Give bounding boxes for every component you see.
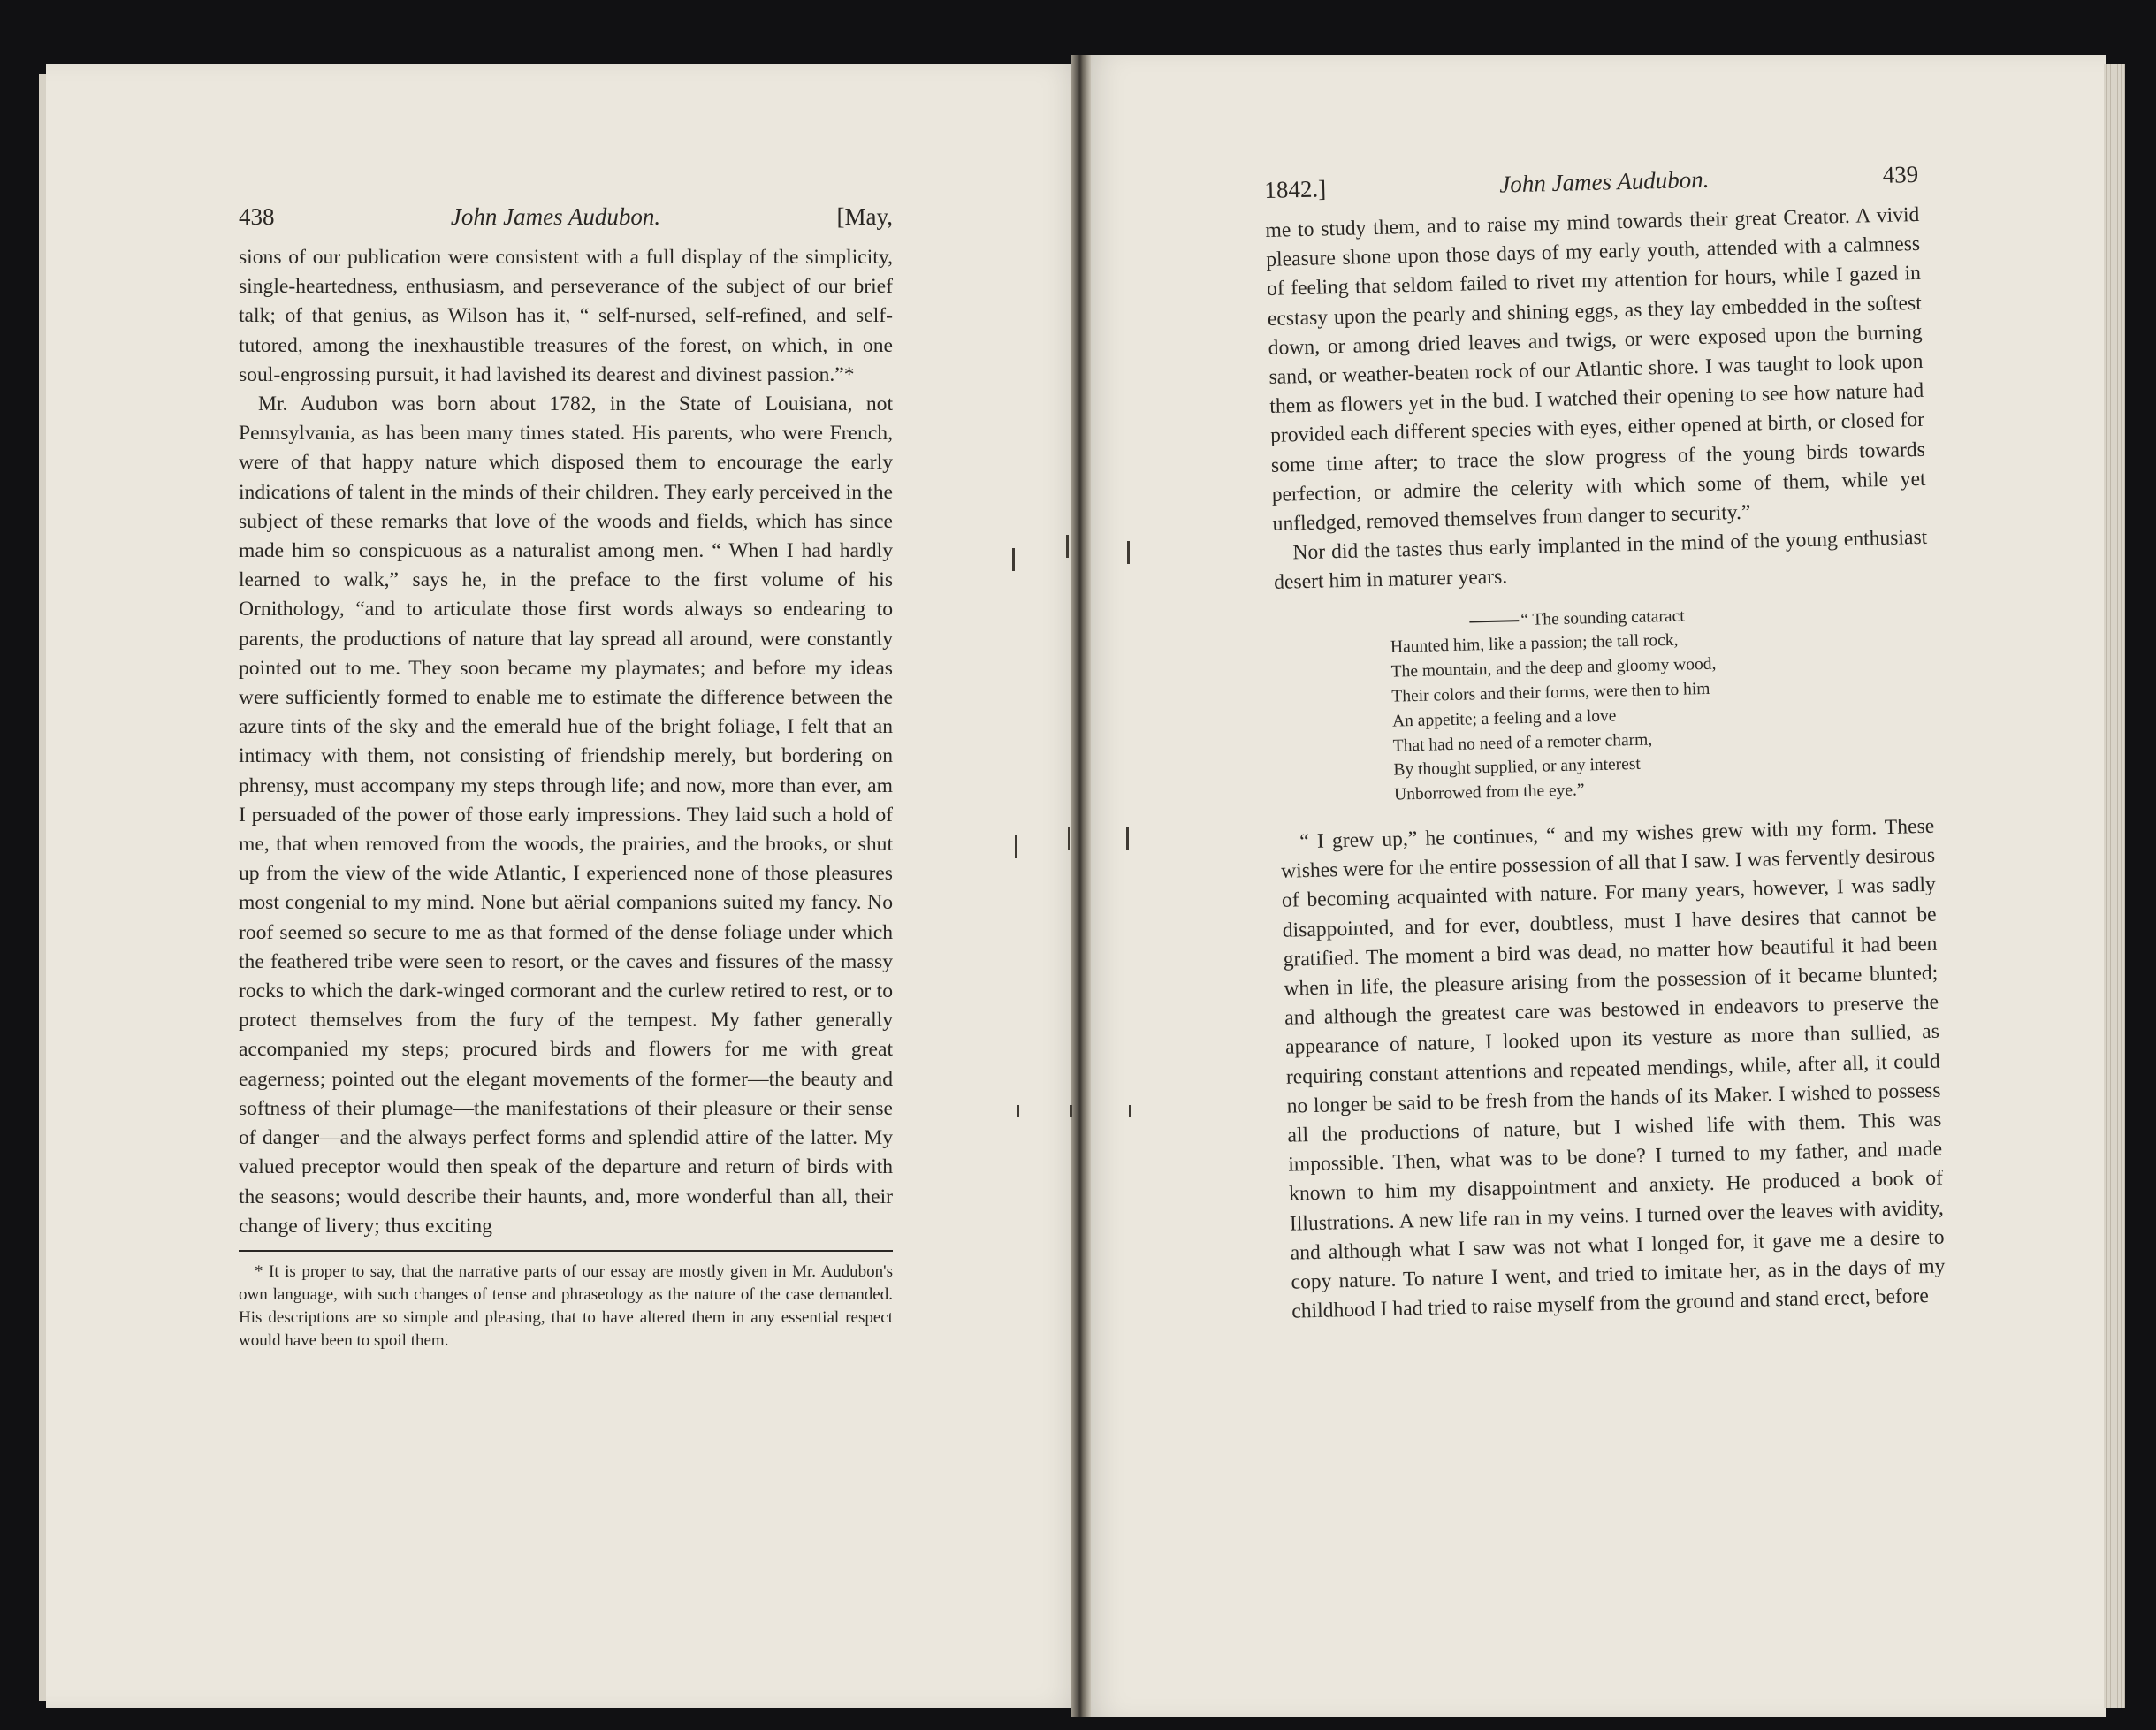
- stitch-mark: [1127, 541, 1130, 564]
- left-footnote: * It is proper to say, that the narrative parts of our essay are mostly given in Mr. Audubon's own language, with such changes of tense and phraseology as the nature of the case demanded. His descriptions are so simple and pleasing, that to have altered them in any essential respect would have been to spoil them.: [239, 1261, 893, 1350]
- stitch-mark: [1066, 535, 1069, 558]
- poem-line: An appetite; a feeling and a love: [1391, 706, 1617, 731]
- poem-line: Unborrowed from the eye.”: [1393, 781, 1585, 804]
- poem-line: The mountain, and the deep and gloomy wood,: [1390, 654, 1717, 682]
- poem-line: That had no need of a remoter charm,: [1392, 730, 1653, 756]
- left-paragraph-2: Mr. Audubon was born about 1782, in the State of Louisiana, not Pennsylvania, as has been many times stated. His parents, who were French, were of that happy nature which disposed them to encourage the early indications of talent in the minds of their children. They early perceived in the subject of these remarks that love of the woods and fields, which has since made him so conspicuous as a naturalist among men. “ When I had hardly learned to walk,” says he, in the preface to the first volume of his Ornithology, “and to articulate those first words always so endearing to parents, the productions of nature that lay spread all around, were constantly pointed out to me. They soon became my playmates; and before my ideas were sufficiently formed to enable me to estimate the difference between the azure tints of the sky and the emerald hue of the bright foliage, I felt that an intimacy with them, not consisting of friendship merely, but bordering on phrensy, must accompany my steps through life; and now, more than ever, am I persuaded of the power of those early impressions. They laid such a hold of me, that when removed from the woods, the prairies, and the brooks, or shut up from the view of the wide Atlantic, I experienced none of those pleasures most congenial to my mind. None but aërial companions suited my fancy. No roof seemed so secure to me as that formed of the dense foliage under which the feathered tribe were seen to resort, or the caves and fissures of the massy rocks to which the dark-winged cormorant and the curlew retired to rest, or to protect themselves from the fury of the tempest. My father generally accompanied my steps; procured birds and flowers for me with great eagerness; pointed out the elegant movements of the former—the beauty and softness of their plumage—the manifestations of their pleasure or their sense of danger—and the always perfect forms and splendid attire of the latter. My valued preceptor would then speak of the departure and return of birds with the seasons; would describe their haunts, and, more wonderful than all, their change of livery; thus exciting: [239, 392, 893, 1238]
- footnote-rule: [239, 1250, 893, 1252]
- stitch-mark: [1070, 1105, 1072, 1117]
- poem-line: By thought supplied, or any interest: [1393, 755, 1642, 781]
- right-paragraph-2: Nor did the tastes thus early implanted in the mind of the young enthusiast desert him in maturer years.: [1273, 526, 1928, 595]
- stitch-mark: [1017, 1105, 1019, 1117]
- stitch-mark: [1012, 548, 1015, 571]
- stitch-mark: [1015, 835, 1017, 858]
- stitch-mark: [1126, 827, 1129, 850]
- poem-line: “ The sounding cataract: [1469, 598, 1930, 633]
- poem-line: Haunted him, like a passion; the tall rock,: [1390, 631, 1679, 658]
- left-page-text: [239, 203, 893, 1353]
- right-running-title: John James Audubon.: [1498, 165, 1710, 198]
- poem-line: Their colors and their forms, were then to him: [1391, 679, 1710, 706]
- left-running-head: [239, 203, 893, 231]
- right-page-number: 439: [1882, 160, 1919, 188]
- right-paragraph-3: “ I grew up,” he continues, “ and my wishes grew with my form. These wishes were for the entire possession of all that I saw. I was fervently desirous of becoming acquainted with nature. For many years, however, I was sadly disappointed, and for ever, doubtless, must I have desires that cannot be gratified. The moment a bird was dead, no matter how beautiful it had been when in life, the pleasure arising from the possession of it became blunted; and although the greatest care was bestowed in endeavors to preserve the appearance of nature, I looked upon its vesture as more than sullied, as requiring constant attentions and repeated mendings, while, after all, it could no longer be said to be fresh from the hands of its Maker. I wished to possess all the productions of nature, but I wished life with them. This was impossible. Then, what was to be done? I turned to my father, and made known to him my disappointment and anxiety. He produced a book of Illustrations. A new life ran in my veins. I turned over the leaves with avidity, and although what I saw was not what I longed for, it gave me a desire to copy nature. To nature I went, and tried to imitate her, as in the days of my childhood I had tried to raise myself from the ground and stand erect, before: [1280, 814, 1946, 1323]
- right-paragraph-1: me to study them, and to raise my mind towards their great Creator. A vivid pleasure shone upon those days of my early youth, attended with a calmness of feeling that seldom failed to rivet my attention for hours, while I gazed in ecstasy upon the pearly and shining eggs, as they lay embedded in the softest down, or among dried leaves and twigs, or were exposed upon the burning sand, or weather-beaten rock of our Atlantic shore. I was taught to look upon them as flowers yet in the bud. I watched their opening to see how nature had provided each different species with eyes, either opened at birth, or closed for some time after; to trace the slow progress of the young birds towards perfection, or admire the celerity with which some of them, while yet unfledged, removed themselves from danger to security.”: [1265, 202, 1926, 536]
- left-paragraph-1: sions of our publication were consistent with a full display of the simplicity, single-heartedness, enthusiasm, and perseverance of the subject of our brief talk; of that genius, as Wilson has it, “ self-nursed, self-refined, and self-tutored, among the inexhaustible treasures of the forest, on which, in one soul-engrossing pursuit, it had lavished its dearest and divinest passion.”*: [239, 246, 893, 386]
- poem-quotation: [1390, 598, 1933, 807]
- stitch-mark: [1129, 1105, 1131, 1117]
- stitch-mark: [1068, 827, 1070, 850]
- left-running-title: John James Audubon.: [450, 203, 661, 230]
- right-page-edge: [2104, 64, 2125, 1708]
- right-year: 1842.]: [1264, 175, 1327, 203]
- left-month: [May,: [836, 203, 893, 230]
- left-page-number: 438: [239, 203, 275, 230]
- right-page-text: [1264, 161, 1946, 1327]
- book-gutter: [1071, 55, 1091, 1717]
